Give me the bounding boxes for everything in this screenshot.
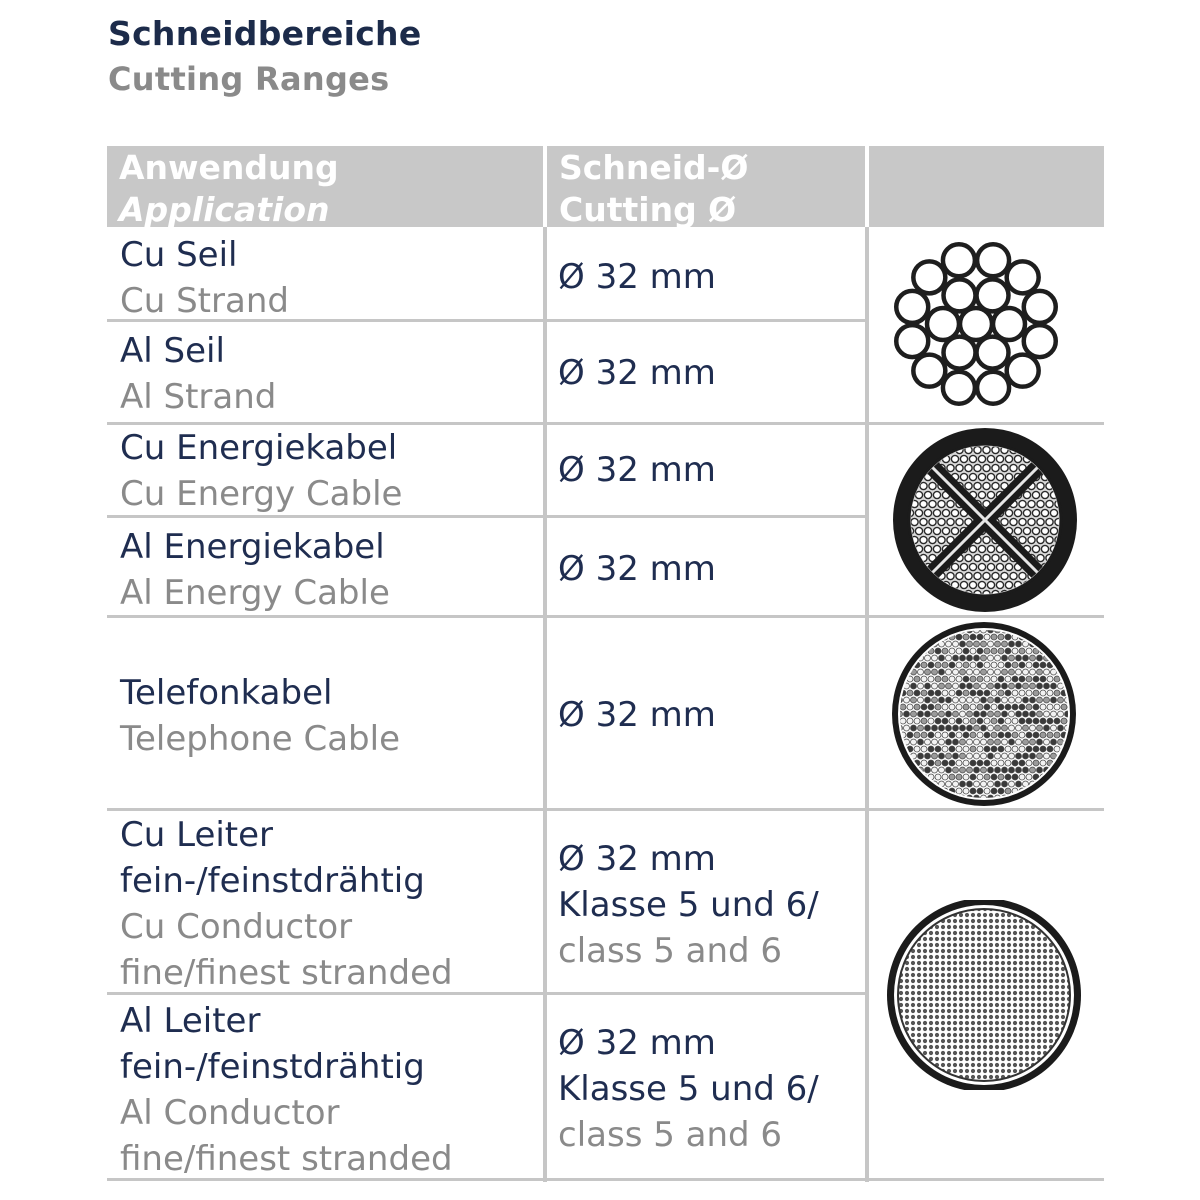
application-de: Telefonkabel bbox=[120, 673, 333, 713]
table-row-diameter bbox=[558, 447, 716, 493]
header-application bbox=[107, 146, 543, 227]
column-divider bbox=[543, 227, 547, 1182]
application-de: Cu Leiter bbox=[120, 815, 274, 855]
header-image bbox=[869, 146, 1104, 227]
table-row-application bbox=[120, 812, 453, 996]
row-divider bbox=[107, 808, 1104, 811]
table-row-diameter bbox=[558, 836, 819, 974]
diameter-value: Ø 32 mm bbox=[558, 353, 716, 393]
table-row-application bbox=[120, 328, 276, 420]
diameter-value: Ø 32 mm bbox=[558, 695, 716, 735]
table-row-diameter bbox=[558, 254, 716, 300]
table-row-application bbox=[120, 232, 289, 324]
application-en: Al Energy Cable bbox=[120, 573, 390, 613]
application-en: Al Conductor bbox=[120, 1093, 340, 1133]
application-en: Cu Energy Cable bbox=[120, 474, 403, 514]
header-diameter-de: Schneid-Ø bbox=[559, 148, 749, 187]
header-diameter bbox=[547, 146, 865, 227]
page-title: Schneidbereiche bbox=[108, 14, 422, 53]
application-de: Al Leiter bbox=[120, 1001, 261, 1041]
table-row-application bbox=[120, 425, 402, 517]
application-en: Cu Conductor bbox=[120, 907, 353, 947]
application-de: Cu Energiekabel bbox=[120, 428, 398, 468]
page-subtitle: Cutting Ranges bbox=[108, 60, 390, 98]
table-row-diameter bbox=[558, 1020, 819, 1158]
header-application-de: Anwendung bbox=[119, 148, 339, 187]
table-row-diameter bbox=[558, 546, 716, 592]
class-en: class 5 and 6 bbox=[558, 1115, 783, 1155]
diameter-value: Ø 32 mm bbox=[558, 839, 716, 879]
table-row-application bbox=[120, 670, 400, 762]
header-application-en: Application bbox=[119, 190, 330, 229]
table-row-application bbox=[120, 998, 453, 1182]
table-row-diameter bbox=[558, 692, 716, 738]
application-en: fine/finest stranded bbox=[120, 953, 453, 993]
class-de: Klasse 5 und 6/ bbox=[558, 885, 819, 925]
application-en: Al Strand bbox=[120, 377, 277, 417]
diameter-value: Ø 32 mm bbox=[558, 450, 716, 490]
application-de: fein-/feinstdrähtig bbox=[120, 861, 425, 901]
fine-stranded-conductor-cross-section-icon bbox=[880, 900, 1090, 1090]
strand-cross-section-icon bbox=[880, 230, 1080, 420]
application-de: Cu Seil bbox=[120, 235, 238, 275]
diameter-value: Ø 32 mm bbox=[558, 257, 716, 297]
diameter-value: Ø 32 mm bbox=[558, 549, 716, 589]
diameter-value: Ø 32 mm bbox=[558, 1023, 716, 1063]
application-en: Telephone Cable bbox=[120, 719, 401, 759]
application-de: Al Energiekabel bbox=[120, 527, 385, 567]
application-en: fine/finest stranded bbox=[120, 1139, 453, 1179]
telephone-cable-cross-section-icon bbox=[880, 622, 1090, 806]
application-en: Cu Strand bbox=[120, 281, 289, 321]
application-de: fein-/feinstdrähtig bbox=[120, 1047, 425, 1087]
application-de: Al Seil bbox=[120, 331, 225, 371]
class-de: Klasse 5 und 6/ bbox=[558, 1069, 819, 1109]
class-en: class 5 and 6 bbox=[558, 931, 783, 971]
energy-cable-cross-section-icon bbox=[880, 426, 1090, 614]
table-row-application bbox=[120, 524, 390, 616]
header-diameter-en: Cutting Ø bbox=[559, 190, 737, 229]
column-divider bbox=[865, 227, 869, 1182]
table-row-diameter bbox=[558, 350, 716, 396]
